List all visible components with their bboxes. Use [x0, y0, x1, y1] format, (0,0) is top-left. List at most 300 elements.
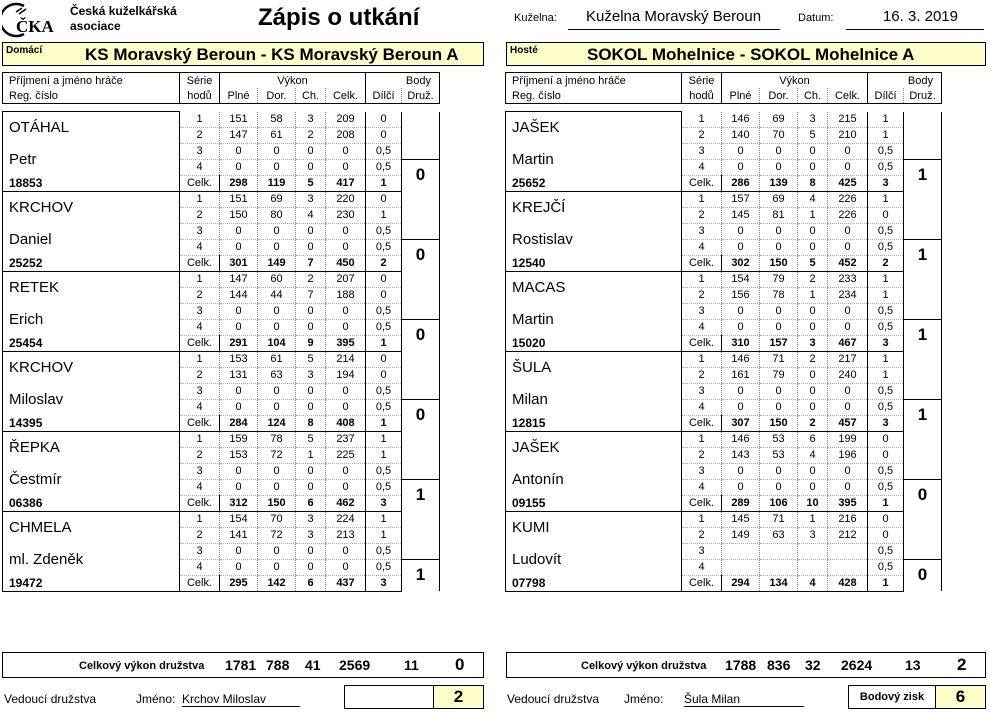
player-serie-row: [3, 303, 440, 319]
guest-name-label: Jméno:: [624, 692, 664, 706]
tot-dilci: 1: [868, 575, 904, 591]
ch: 2: [798, 271, 828, 287]
player-total-label: Celk.: [180, 575, 220, 591]
player-total-row: [3, 335, 440, 351]
tot-dilci: 3: [366, 495, 402, 511]
dilci: 0,5: [366, 239, 402, 255]
col-celk-header: Celk.: [828, 88, 868, 104]
tot-dilci: 2: [868, 255, 904, 271]
plne: 0: [722, 383, 760, 399]
dor: 72: [258, 527, 296, 543]
home-table: [2, 72, 440, 592]
serie-no: 2: [180, 287, 220, 303]
dilci: 0,5: [868, 319, 904, 335]
date-label: Datum:: [798, 12, 834, 24]
tot-celk: 395: [326, 335, 366, 351]
celk: 0: [326, 383, 366, 399]
player-surname: KRCHOV: [3, 191, 180, 223]
serie-no: 1: [682, 271, 722, 287]
celk: 224: [326, 511, 366, 527]
serie-no: 3: [682, 463, 722, 479]
druz-spacer: [402, 112, 440, 160]
serie-no: 4: [180, 479, 220, 495]
celk: 0: [828, 303, 868, 319]
dor: 61: [258, 351, 296, 367]
plne: 0: [220, 143, 258, 159]
ch: [798, 543, 828, 559]
dilci: 0,5: [868, 303, 904, 319]
ch: 0: [296, 223, 326, 239]
player-serie-row: [506, 112, 942, 128]
tot-plne: 289: [722, 495, 760, 511]
tot-ch: 5: [296, 175, 326, 191]
tot-celk: 425: [828, 175, 868, 191]
plne: 0: [220, 383, 258, 399]
tot-dilci: 2: [366, 255, 402, 271]
home-name-label: Jméno:: [136, 692, 176, 706]
player-serie-row: [506, 383, 942, 399]
player-serie-row: [506, 463, 942, 479]
player-serie-row: [3, 543, 440, 559]
plne: 153: [220, 447, 258, 463]
ch: 2: [798, 351, 828, 367]
dilci: 1: [868, 271, 904, 287]
tot-celk: 467: [828, 335, 868, 351]
ch: 4: [296, 207, 326, 223]
tot-ch: 5: [798, 255, 828, 271]
serie-no: 1: [682, 511, 722, 527]
col-vykon-header: Výkon: [722, 73, 868, 89]
celk: 0: [326, 303, 366, 319]
home-leader-label: Vedoucí družstva: [4, 692, 97, 706]
tot-celk: 408: [326, 415, 366, 431]
plne: 154: [220, 511, 258, 527]
dilci: 0: [868, 527, 904, 543]
celk: 220: [326, 191, 366, 207]
tot-ch: 2: [798, 415, 828, 431]
celk: 226: [828, 207, 868, 223]
guest-total-label: Celkový výkon družstva: [581, 660, 707, 672]
celk: 199: [828, 431, 868, 447]
celk: 214: [326, 351, 366, 367]
player-total-label: Celk.: [180, 415, 220, 431]
player-reg-number: 18853: [3, 175, 180, 191]
player-surname: KUMI: [506, 511, 682, 543]
celk: 215: [828, 112, 868, 128]
player-total-label: Celk.: [180, 335, 220, 351]
serie-no: 2: [180, 127, 220, 143]
plne: 0: [722, 303, 760, 319]
player-total-label: Celk.: [180, 255, 220, 271]
dor: 78: [258, 431, 296, 447]
tot-celk: 462: [326, 495, 366, 511]
player-total-row: [506, 175, 942, 191]
celk: 0: [326, 143, 366, 159]
serie-no: 1: [682, 191, 722, 207]
player-druz-points: 0: [402, 399, 440, 431]
dor: 70: [258, 511, 296, 527]
player-druz-points: 0: [904, 559, 942, 591]
druz-spacer: [904, 112, 942, 160]
player-surname: KRCHOV: [3, 351, 180, 383]
guest-leader-name: Šula Milan: [684, 692, 804, 707]
dilci: 0,5: [366, 223, 402, 239]
home-total-dilci: 11: [404, 657, 419, 673]
tot-celk: 452: [828, 255, 868, 271]
plne: 0: [722, 399, 760, 415]
serie-no: 2: [682, 367, 722, 383]
player-firstname: Ludovít: [506, 543, 682, 575]
association-line2: asociace: [70, 19, 121, 33]
druz-spacer: [904, 431, 942, 479]
dor: 0: [760, 159, 798, 175]
home-total-druz: 0: [455, 655, 465, 674]
col-dilci-header: Dílčí: [366, 88, 402, 104]
celk: 0: [326, 463, 366, 479]
dilci: 0,5: [366, 463, 402, 479]
player-druz-points: 1: [904, 319, 942, 351]
serie-no: 4: [180, 399, 220, 415]
tot-dor: 157: [760, 335, 798, 351]
plne: 141: [220, 527, 258, 543]
dor: 53: [760, 431, 798, 447]
dilci: 0: [868, 447, 904, 463]
ch: 0: [798, 143, 828, 159]
plne: 153: [220, 351, 258, 367]
dor: 0: [258, 223, 296, 239]
ch: 0: [296, 239, 326, 255]
ch: 0: [798, 463, 828, 479]
plne: 143: [722, 447, 760, 463]
home-total-row: [2, 652, 484, 678]
tot-dor: 150: [760, 415, 798, 431]
player-surname: ŠULA: [506, 351, 682, 383]
guest-table: [505, 72, 942, 592]
col-hodu-header: hodů: [682, 88, 722, 104]
serie-no: 2: [682, 287, 722, 303]
plne: 159: [220, 431, 258, 447]
cka-logo: [2, 2, 62, 38]
druz-spacer: [402, 351, 440, 399]
dilci: 1: [868, 112, 904, 128]
serie-no: 2: [682, 207, 722, 223]
celk: 0: [326, 239, 366, 255]
association-name: [70, 4, 177, 34]
celk: 194: [326, 367, 366, 383]
plne: 156: [722, 287, 760, 303]
col-ch-header: Ch.: [798, 88, 828, 104]
player-total-row: [506, 255, 942, 271]
col-serie-header: Série: [180, 73, 220, 89]
tot-dilci: 1: [366, 335, 402, 351]
dor: 0: [760, 239, 798, 255]
ch: 0: [296, 319, 326, 335]
plne: 147: [220, 271, 258, 287]
ch: 5: [296, 431, 326, 447]
player-total-row: [506, 495, 942, 511]
serie-no: 4: [180, 559, 220, 575]
player-reg-number: 07798: [506, 575, 682, 591]
ch: 3: [296, 511, 326, 527]
celk: 0: [828, 143, 868, 159]
ch: 0: [798, 319, 828, 335]
col-ch-header: Ch.: [296, 88, 326, 104]
serie-no: 4: [682, 399, 722, 415]
serie-no: 3: [180, 303, 220, 319]
celk: 208: [326, 127, 366, 143]
celk: 0: [828, 383, 868, 399]
celk: 0: [326, 543, 366, 559]
plne: 161: [722, 367, 760, 383]
plne: [722, 559, 760, 575]
guest-total-ch: 32: [805, 657, 821, 673]
player-reg-number: 09155: [506, 495, 682, 511]
tot-dilci: 3: [868, 175, 904, 191]
player-total-label: Celk.: [180, 495, 220, 511]
tot-dilci: 1: [366, 175, 402, 191]
tot-dor: 134: [760, 575, 798, 591]
dilci: 0,5: [366, 399, 402, 415]
druz-spacer: [402, 511, 440, 559]
dor: 0: [760, 383, 798, 399]
home-team-header: [2, 42, 484, 66]
ch: 1: [296, 447, 326, 463]
player-surname: MACAS: [506, 271, 682, 303]
tot-dor: 124: [258, 415, 296, 431]
dor: 0: [760, 463, 798, 479]
ch: 3: [296, 367, 326, 383]
dor: 71: [760, 351, 798, 367]
col-body-header: Body: [366, 73, 440, 89]
dilci: 0,5: [366, 479, 402, 495]
ch: 2: [296, 271, 326, 287]
player-serie-row: [3, 112, 440, 128]
player-firstname: Petr: [3, 143, 180, 175]
serie-no: 2: [180, 207, 220, 223]
player-reg-number: 12540: [506, 255, 682, 271]
druz-spacer: [402, 431, 440, 479]
celk: [828, 559, 868, 575]
tot-plne: 295: [220, 575, 258, 591]
plne: 146: [722, 112, 760, 128]
serie-no: 3: [682, 143, 722, 159]
plne: 151: [220, 112, 258, 128]
celk: 237: [326, 431, 366, 447]
celk: 188: [326, 287, 366, 303]
tot-ch: 10: [798, 495, 828, 511]
plne: 0: [220, 303, 258, 319]
dilci: 0: [366, 287, 402, 303]
player-total-row: [506, 415, 942, 431]
player-serie-row: [3, 271, 440, 287]
player-total-row: [3, 175, 440, 191]
column-header-row: [506, 73, 942, 89]
plne: 0: [220, 559, 258, 575]
player-firstname: Martin: [506, 143, 682, 175]
dor: 0: [760, 399, 798, 415]
dor: 69: [760, 112, 798, 128]
tot-plne: 294: [722, 575, 760, 591]
home-tag: Domácí: [6, 45, 43, 56]
celk: 0: [828, 319, 868, 335]
association-line1: Česká kuželkářská: [70, 4, 177, 18]
dor: 69: [258, 191, 296, 207]
dilci: 0,5: [366, 303, 402, 319]
plne: 146: [722, 431, 760, 447]
player-druz-points: 1: [402, 479, 440, 511]
tot-ch: 4: [798, 575, 828, 591]
celk: 226: [828, 191, 868, 207]
serie-no: 3: [180, 143, 220, 159]
player-surname: RETEK: [3, 271, 180, 303]
tot-plne: 284: [220, 415, 258, 431]
tot-plne: 310: [722, 335, 760, 351]
dor: 0: [258, 143, 296, 159]
serie-no: 4: [180, 319, 220, 335]
druz-spacer: [904, 271, 942, 319]
home-total-label: Celkový výkon družstva: [79, 660, 205, 672]
ch: 0: [798, 159, 828, 175]
player-reg-number: 19472: [3, 575, 180, 591]
player-reg-number: 25652: [506, 175, 682, 191]
dilci: 1: [366, 447, 402, 463]
col-hodu-header: hodů: [180, 88, 220, 104]
ch: 0: [798, 303, 828, 319]
player-firstname: Daniel: [3, 223, 180, 255]
guest-total-druz: 2: [957, 655, 967, 674]
ch: 0: [798, 383, 828, 399]
celk: 213: [326, 527, 366, 543]
ch: 7: [296, 287, 326, 303]
serie-no: 1: [180, 191, 220, 207]
plne: 0: [722, 319, 760, 335]
tot-ch: 9: [296, 335, 326, 351]
player-serie-row: [3, 511, 440, 527]
serie-no: 3: [682, 543, 722, 559]
celk: 225: [326, 447, 366, 463]
ch: 0: [296, 559, 326, 575]
plne: 0: [220, 239, 258, 255]
player-reg-number: 15020: [506, 335, 682, 351]
player-druz-points: 1: [402, 559, 440, 591]
serie-no: 1: [682, 431, 722, 447]
ch: 2: [296, 127, 326, 143]
serie-no: 1: [180, 351, 220, 367]
tot-ch: 8: [296, 415, 326, 431]
guest-team-name: SOKOL Mohelnice - SOKOL Mohelnice A: [587, 45, 915, 64]
dilci: 1: [366, 431, 402, 447]
plne: 146: [722, 351, 760, 367]
tot-ch: 7: [296, 255, 326, 271]
player-surname: OTÁHAL: [3, 112, 180, 144]
celk: 209: [326, 112, 366, 128]
tot-dor: 106: [760, 495, 798, 511]
dor: 80: [258, 207, 296, 223]
dilci: 0,5: [366, 543, 402, 559]
guest-points: 6: [936, 685, 986, 709]
dor: 0: [760, 479, 798, 495]
player-total-label: Celk.: [682, 495, 722, 511]
plne: 0: [722, 159, 760, 175]
plne: 0: [722, 463, 760, 479]
tot-ch: 3: [798, 335, 828, 351]
serie-no: 3: [180, 383, 220, 399]
serie-no: 4: [682, 479, 722, 495]
druz-spacer: [904, 351, 942, 399]
guest-total-row: [506, 652, 986, 678]
dilci: 0,5: [868, 143, 904, 159]
home-points-box: [344, 685, 434, 709]
player-total-row: [3, 415, 440, 431]
col-plne-header: Plné: [722, 88, 760, 104]
ch: 3: [296, 112, 326, 128]
col-serie-header: Série: [682, 73, 722, 89]
column-header-row: [3, 73, 440, 89]
dor: 0: [258, 479, 296, 495]
col-dor-header: Dor.: [760, 88, 798, 104]
dor: 44: [258, 287, 296, 303]
tot-dor: 139: [760, 175, 798, 191]
player-druz-points: 0: [904, 479, 942, 511]
serie-no: 1: [180, 271, 220, 287]
player-serie-row: [3, 463, 440, 479]
dilci: 1: [366, 527, 402, 543]
player-total-label: Celk.: [180, 175, 220, 191]
serie-no: 3: [682, 303, 722, 319]
dor: 0: [760, 303, 798, 319]
celk: 0: [828, 463, 868, 479]
tot-dilci: 1: [366, 415, 402, 431]
player-serie-row: [3, 223, 440, 239]
player-surname: ŘEPKA: [3, 431, 180, 463]
ch: 3: [296, 527, 326, 543]
serie-no: 4: [180, 159, 220, 175]
tot-dilci: 3: [868, 335, 904, 351]
col-body-header: Body: [868, 73, 942, 89]
dilci: 0: [868, 207, 904, 223]
plne: 131: [220, 367, 258, 383]
dor: 0: [258, 159, 296, 175]
player-total-label: Celk.: [682, 335, 722, 351]
plne: [722, 543, 760, 559]
dor: 60: [258, 271, 296, 287]
plne: 0: [220, 543, 258, 559]
celk: 0: [326, 479, 366, 495]
dor: 63: [760, 527, 798, 543]
player-total-label: Celk.: [682, 255, 722, 271]
dilci: 0: [366, 191, 402, 207]
dilci: 0: [366, 271, 402, 287]
dilci: 0,5: [366, 143, 402, 159]
dor: 0: [258, 239, 296, 255]
serie-no: 4: [180, 239, 220, 255]
dilci: 0,5: [868, 399, 904, 415]
plne: 0: [220, 463, 258, 479]
ch: 3: [296, 191, 326, 207]
dor: 79: [760, 271, 798, 287]
guest-points-label: Bodový zisk: [848, 685, 936, 709]
dor: 81: [760, 207, 798, 223]
tot-plne: 307: [722, 415, 760, 431]
plne: 0: [722, 239, 760, 255]
ch: 0: [798, 367, 828, 383]
serie-no: 2: [180, 447, 220, 463]
player-reg-number: 25454: [3, 335, 180, 351]
dor: 0: [258, 319, 296, 335]
serie-no: 1: [682, 351, 722, 367]
player-reg-number: 25252: [3, 255, 180, 271]
serie-no: 2: [682, 527, 722, 543]
